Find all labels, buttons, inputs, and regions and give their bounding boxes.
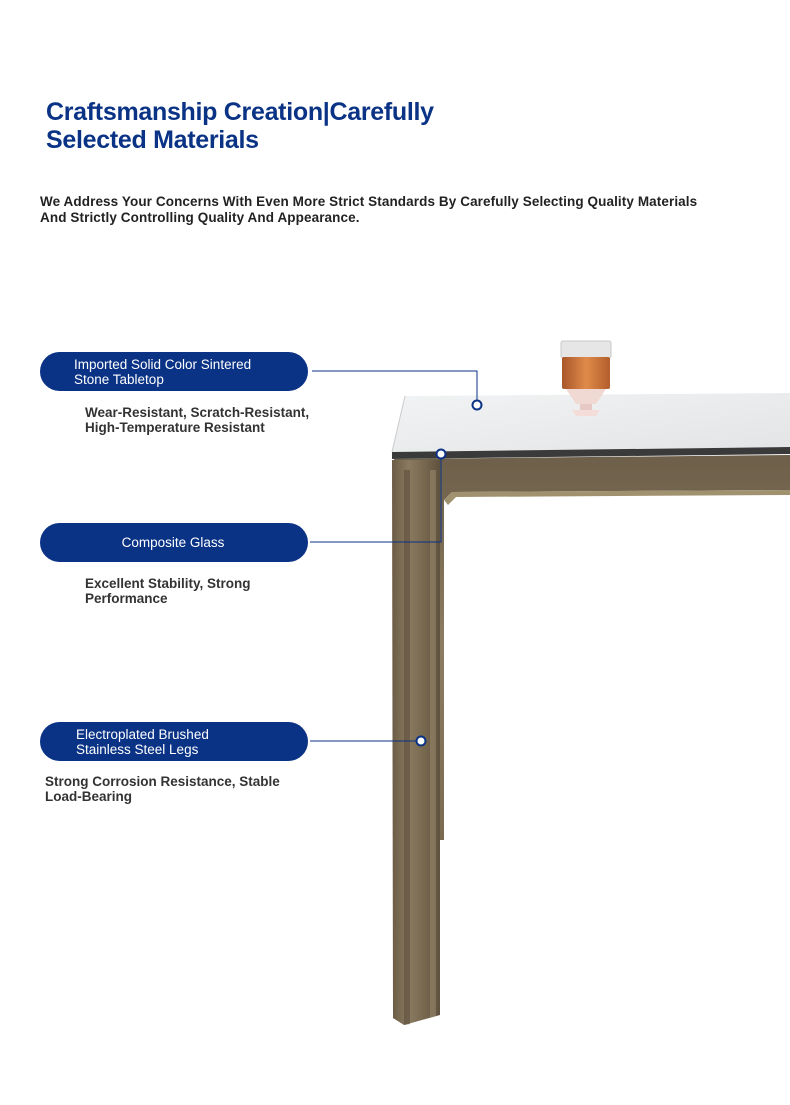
table-frame <box>394 455 790 840</box>
feature-description-legs: Strong Corrosion Resistance, Stable Load-Bearing <box>45 774 280 804</box>
callout-dot-legs <box>417 737 426 746</box>
feature-label-tabletop <box>40 352 308 391</box>
feature-label-legs <box>40 722 308 761</box>
feature-description-glass: Excellent Stability, Strong Performance <box>85 576 251 606</box>
feature-label-line1: Imported Solid Color Sintered <box>74 356 252 372</box>
page-title: Craftsmanship Creation|Carefully Selected Materials <box>46 98 434 154</box>
feature-label-glass <box>40 523 308 562</box>
callout-dot-glass <box>437 450 446 459</box>
intro-text: We Address Your Concerns With Even More Strict Standards By Carefully Selecting Quality Materials And Strictly Controlling Quality And Appearance. <box>40 194 698 225</box>
callout-dot-tabletop <box>473 401 482 410</box>
feature-label-line2: Stainless Steel Legs <box>76 741 199 757</box>
feature-label-line1: Electroplated Brushed <box>76 726 209 742</box>
feature-label-line2: Stone Tabletop <box>74 371 164 387</box>
feature-description-tabletop: Wear-Resistant, Scratch-Resistant, High-Temperature Resistant <box>85 405 310 435</box>
feature-label: Composite Glass <box>121 535 225 550</box>
